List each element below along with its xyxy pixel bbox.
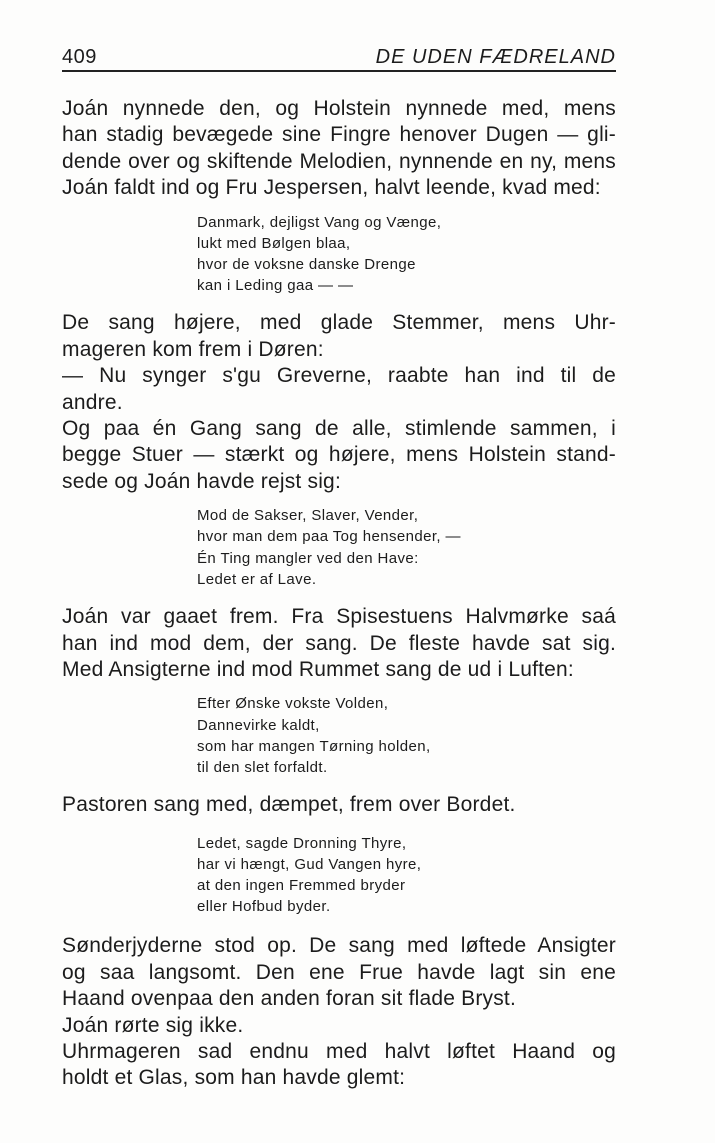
text-line: og saa langsomt. Den ene Frue havde lagt sin ene [62, 960, 616, 984]
text-line: Joán rørte sig ikke. [62, 1013, 244, 1037]
running-title: DE UDEN FÆDRELAND [375, 46, 616, 68]
text-line: han ind mod dem, der sang. De fleste havde sat sig. [62, 631, 616, 655]
verse-line: til den slet forfaldt. [197, 758, 328, 776]
verse-line: Danmark, dejligst Vang og Vænge, [197, 213, 442, 231]
paragraph [62, 792, 616, 818]
text-line: holdt et Glas, som han havde glemt: [62, 1066, 406, 1090]
page-number: 409 [62, 46, 97, 68]
text-line: Uhrmageren sad endnu med halvt løftet Haand og [62, 1039, 616, 1063]
text-line: Pastoren sang med, dæmpet, frem over Bordet. [62, 793, 516, 817]
paragraph [62, 1039, 616, 1092]
paragraph [62, 416, 616, 495]
verse-line: at den ingen Fremmed bryder [197, 876, 406, 894]
paragraph [62, 1013, 616, 1039]
text-line: han stadig bevægede sine Fingre henover Dugen — gli- [62, 123, 616, 147]
paragraph [62, 310, 616, 363]
verse-line: Mod de Sakser, Slaver, Vender, [197, 507, 419, 525]
text-line: mageren kom frem i Døren: [62, 337, 324, 361]
verse-line: lukt med Bølgen blaa, [197, 234, 351, 252]
verse-line: hvor de voksne danske Drenge [197, 256, 416, 274]
text-line: sede og Joán havde rejst sig: [62, 469, 341, 493]
text-line: Joán nynnede den, og Holstein nynnede med, mens [62, 97, 616, 120]
paragraph [62, 933, 616, 1012]
verse-line: Én Ting mangler ved den Have: [197, 549, 419, 567]
verse-line: eller Hofbud byder. [197, 898, 331, 916]
verse-line: Ledet er af Lave. [197, 570, 317, 588]
verse-line: kan i Leding gaa — — [197, 277, 354, 295]
text-line: Og paa én Gang sang de alle, stimlende sammen, i [62, 417, 616, 441]
verse-line: Dannevirke kaldt, [197, 716, 320, 734]
text-line: Med Ansigterne ind mod Rummet sang de ud i Luften: [62, 657, 574, 681]
text-line: begge Stuer — stærkt og højere, mens Holstein stand- [62, 443, 616, 467]
page-body [62, 96, 616, 1092]
paragraph [62, 96, 616, 202]
verse-line: har vi hængt, Gud Vangen hyre, [197, 855, 422, 873]
verse-line: Efter Ønske vokste Volden, [197, 695, 389, 713]
verse-stanza [197, 693, 616, 778]
verse-line: som har mangen Tørning holden, [197, 737, 431, 755]
verse-line: Ledet, sagde Dronning Thyre, [197, 834, 407, 852]
text-line: Joán faldt ind og Fru Jespersen, halvt leende, kvad med: [62, 176, 601, 200]
text-line: Sønderjyderne stod op. De sang med løftede Ansigter [62, 934, 616, 958]
text-line: dende over og skiftende Melodien, nynnende en ny, mens [62, 149, 616, 173]
text-line: De sang højere, med glade Stemmer, mens Uhr- [62, 311, 616, 335]
running-header [62, 44, 616, 72]
text-line: — Nu synger s'gu Greverne, raabte han ind til de [62, 364, 616, 388]
verse-stanza [197, 212, 616, 297]
paragraph [62, 363, 616, 416]
verse-stanza [197, 833, 616, 918]
text-line: Haand ovenpaa den anden foran sit flade Bryst. [62, 987, 517, 1011]
verse-line: hvor man dem paa Tog hensender, — [197, 528, 461, 546]
verse-stanza [197, 505, 616, 590]
paragraph [62, 604, 616, 683]
text-line: Joán var gaaet frem. Fra Spisestuens Halvmørke saá [62, 605, 616, 629]
text-line: andre. [62, 390, 123, 414]
